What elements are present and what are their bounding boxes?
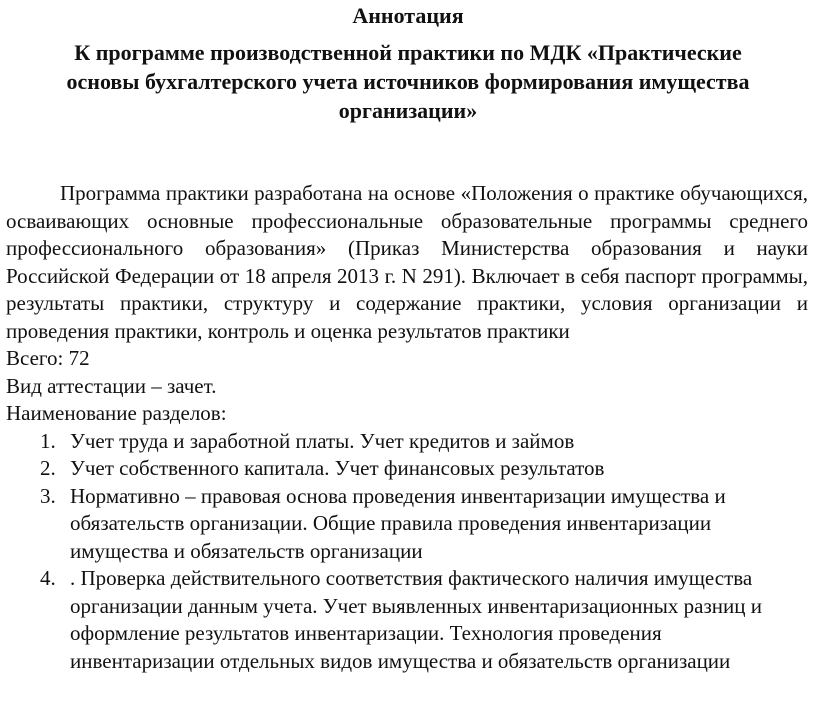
list-item-text: Учет собственного капитала. Учет финансовых результатов — [70, 456, 605, 480]
list-item-text: Учет труда и заработной платы. Учет кредитов и займов — [70, 428, 575, 453]
list-item — [6, 483, 808, 566]
subtitle-line: К программе производственной практики по МДК «Практические — [74, 40, 742, 65]
list-item — [6, 428, 808, 456]
list-item-text: Нормативно – правовая основа проведения инвентаризации имущества и обязательств организации. Общие правила проведения инвентаризации имущества и обязательств организации — [70, 483, 726, 563]
list-item — [6, 565, 808, 675]
sections-list — [6, 428, 808, 676]
subtitle-line: основы бухгалтерского учета источников формирования имущества — [66, 69, 750, 94]
total-hours: Всего: 72 — [6, 346, 90, 370]
document-body — [6, 180, 808, 675]
list-item — [6, 455, 808, 483]
list-item-text: . Проверка действительного соответствия фактического наличия имущества организации данным учета. Учет выявленных инвентаризационных разниц и оформление результатов инвентаризации. Технология проведения инвентаризации отдельных видов имущества и обязательств организации — [70, 566, 762, 673]
intro-paragraph: Программа практики разработана на основе «Положения о практике обучающихся, осваивающих основные профессиональные образовательные программы среднего профессионального образования» (Приказ Министерства образования и науки Российской Федерации от 18 апреля 2013 г. N 291). Включает в себя паспорт программы, результаты практики, структуру и содержание практики, условия организации и проведения практики, контроль и оценка результатов практики — [6, 181, 808, 343]
attestation-type: Вид аттестации – зачет. — [6, 373, 217, 398]
list-item-number: 2. — [40, 456, 56, 480]
document-title: Аннотация — [352, 3, 464, 28]
document-subtitle — [18, 38, 798, 125]
list-item-number: 1. — [40, 428, 56, 453]
sections-heading: Наименование разделов: — [6, 401, 227, 425]
list-item-number: 3. — [40, 483, 56, 508]
list-item-number: 4. — [40, 566, 56, 590]
subtitle-line: организации» — [338, 98, 478, 123]
